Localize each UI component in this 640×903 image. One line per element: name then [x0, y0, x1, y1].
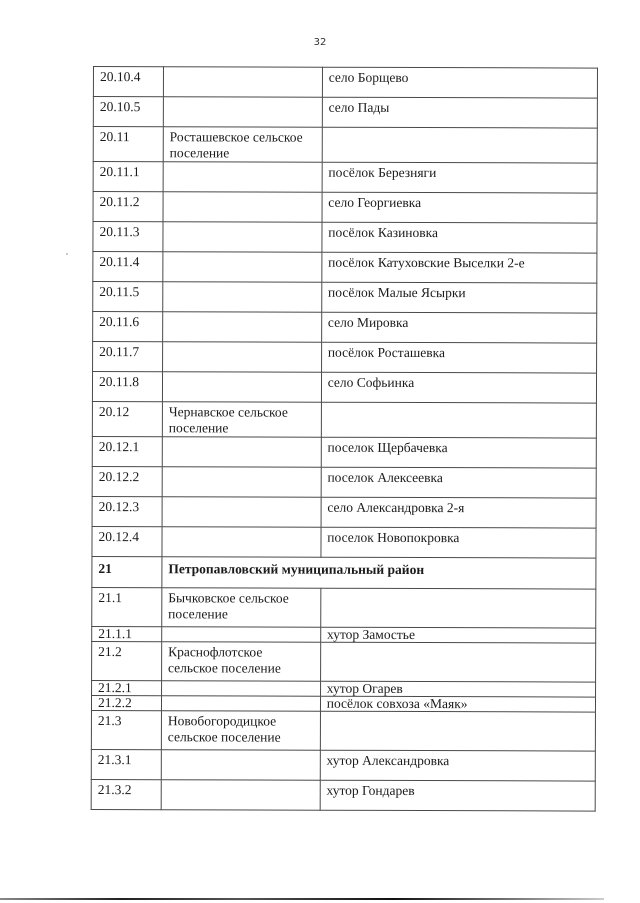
settlement-cell: [161, 696, 320, 711]
row-number-cell: 20.11.3: [93, 222, 163, 252]
table-row: [93, 312, 597, 344]
locality-cell: [322, 127, 597, 163]
settlement-cell: [162, 342, 321, 372]
locality-cell: посёлок Малые Ясырки: [321, 282, 596, 313]
row-number-cell: 20.11.2: [93, 192, 163, 222]
settlement-row: [92, 587, 596, 628]
scan-artifact-dot: [66, 253, 68, 255]
row-number-cell: 21.1.1: [92, 626, 162, 641]
settlement-cell: [162, 627, 321, 642]
row-number-cell: 21.2: [92, 641, 162, 680]
locality-cell: поселок Щербачевка: [321, 437, 596, 468]
locality-cell: село Георгиевка: [322, 192, 597, 223]
row-number-cell: 20.11.4: [93, 252, 163, 282]
row-number-cell: 21.2.1: [92, 680, 162, 695]
table-row: [93, 282, 597, 314]
table-row: [92, 680, 596, 697]
locality-cell: поселок Новопокровка: [321, 527, 596, 558]
locality-cell: хутор Гондарев: [320, 780, 595, 811]
page-bottom-edge: [0, 898, 604, 900]
settlement-cell: [163, 97, 322, 127]
table-row: [93, 222, 597, 254]
settlement-cell: [163, 312, 322, 342]
settlement-row: [92, 401, 596, 438]
table-row: [91, 695, 595, 712]
row-number-cell: 20.11.6: [93, 312, 163, 342]
settlement-cell: [161, 750, 320, 780]
row-number-cell: 20.12: [92, 401, 162, 436]
table-row: [92, 372, 596, 404]
row-number-cell: 20.11.8: [92, 372, 162, 402]
table-body: [91, 67, 597, 812]
settlement-cell: [161, 780, 320, 810]
locality-cell: хутор Александровка: [320, 750, 595, 781]
locality-cell: посёлок Росташевка: [321, 342, 596, 373]
table-row: [92, 626, 596, 643]
settlement-row: [92, 641, 596, 682]
row-number-cell: 20.11.5: [93, 282, 163, 312]
settlement-cell: [162, 437, 321, 467]
row-number-cell: 21.2.2: [91, 695, 161, 710]
row-number-cell: 21.3: [91, 710, 161, 749]
table-row: [93, 342, 597, 374]
settlement-cell: Росташевское сельское поселение: [163, 127, 322, 162]
page-number: 32: [313, 37, 327, 48]
settlement-cell: Краснофлотское сельское поселение: [161, 642, 320, 681]
locality-cell: село Александровка 2-я: [321, 497, 596, 528]
settlement-cell: [162, 467, 321, 497]
locality-cell: [320, 711, 595, 751]
settlement-row: [91, 710, 595, 751]
row-number-cell: 20.11: [93, 127, 163, 162]
settlement-cell: [163, 252, 322, 282]
locality-cell: [320, 642, 595, 682]
settlement-cell: [162, 372, 321, 402]
locality-cell: [321, 402, 596, 438]
settlement-cell: Чернавское сельское поселение: [162, 402, 321, 437]
locality-cell: посёлок совхоза «Маяк»: [320, 696, 595, 712]
settlement-cell: [162, 497, 321, 527]
settlement-row: [93, 127, 597, 164]
row-number-cell: 20.12.2: [92, 466, 162, 496]
settlement-cell: Новобогородицкое сельское поселение: [161, 711, 320, 750]
district-name-cell: Петропавловский муниципальный район: [162, 557, 596, 589]
table-row: [92, 466, 596, 498]
locality-cell: село Софьинка: [321, 372, 596, 403]
table-row: [92, 436, 596, 468]
row-number-cell: 20.12.1: [92, 436, 162, 466]
settlement-cell: [161, 681, 320, 696]
settlement-cell: [162, 527, 321, 557]
settlement-cell: [163, 222, 322, 252]
row-number-cell: 21.3.2: [91, 779, 161, 809]
settlement-cell: [163, 282, 322, 312]
row-number-cell: 20.12.4: [92, 526, 162, 556]
settlement-cell: [163, 162, 322, 192]
district-header-row: [92, 556, 596, 589]
row-number-cell: 20.12.3: [92, 496, 162, 526]
locality-cell: посёлок Березняги: [322, 162, 597, 193]
table-row: [93, 192, 597, 224]
table-row: [93, 252, 597, 284]
district-number-cell: 21: [92, 556, 162, 587]
settlement-cell: [163, 192, 322, 222]
table-row: [93, 97, 597, 129]
settlement-cell: Бычковское сельское поселение: [162, 588, 321, 627]
locality-cell: село Пады: [322, 97, 597, 128]
locality-cell: село Мировка: [321, 312, 596, 343]
table-row: [93, 67, 597, 99]
locality-cell: посёлок Казиновка: [322, 222, 597, 253]
table-row: [93, 162, 597, 194]
row-number-cell: 21.3.1: [91, 749, 161, 779]
locality-cell: [320, 588, 595, 628]
locality-cell: хутор Огарев: [320, 681, 595, 697]
locality-cell: поселок Алексеевка: [321, 467, 596, 498]
table-row: [92, 526, 596, 558]
table-row: [92, 496, 596, 528]
row-number-cell: 20.10.4: [93, 67, 163, 97]
table-row: [91, 779, 595, 811]
row-number-cell: 20.11.7: [93, 342, 163, 372]
settlement-cell: [163, 67, 322, 97]
locality-cell: хутор Замостье: [320, 627, 595, 643]
table-row: [91, 749, 595, 781]
locality-cell: село Борщево: [322, 67, 597, 98]
locality-cell: посёлок Катуховские Выселки 2-е: [322, 252, 597, 283]
row-number-cell: 20.11.1: [93, 162, 163, 192]
row-number-cell: 21.1: [92, 587, 162, 626]
row-number-cell: 20.10.5: [93, 97, 163, 127]
settlements-table: [91, 66, 598, 812]
